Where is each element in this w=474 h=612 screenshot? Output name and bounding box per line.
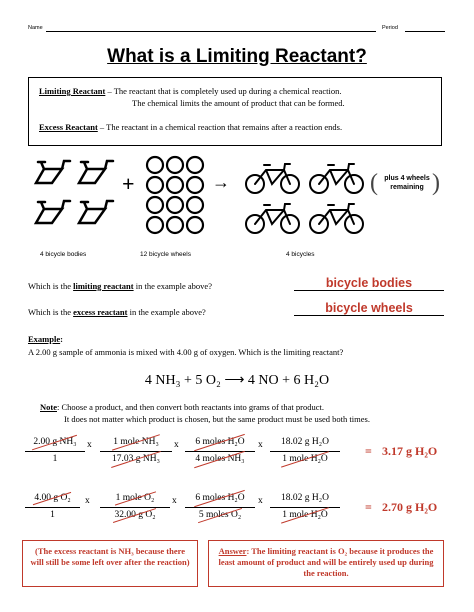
caption-bicycles: 4 bicycles	[286, 251, 315, 258]
chemical-equation: 4 NH₃ + 5 O₂ ⟶ 4 NO + 6 H₂O	[144, 373, 330, 388]
fraction-bar	[185, 507, 255, 508]
note-line-2: It does not matter which product is chosen, but the same product must be used both times.	[64, 414, 370, 424]
question-excess: Which is the excess reactant in the example above?	[28, 307, 206, 317]
note-label: Note	[40, 402, 57, 412]
wheel	[167, 157, 183, 173]
bicycle-bodies-image	[28, 153, 115, 235]
plus-sign: +	[122, 171, 135, 196]
caption-wheels: 12 bicycle wheels	[140, 251, 191, 258]
calc2-denominator-3: 5 moles O₂	[198, 510, 242, 520]
wheel	[187, 217, 203, 233]
leftover-note: plus 4 wheels remaining	[384, 175, 430, 191]
period-label: Period	[382, 25, 398, 31]
calc2-numerator-2: 1 mole O₂	[115, 493, 155, 503]
calc1-numerator-4: 18.02 g H₂O	[281, 437, 329, 447]
answer-limiting[interactable]: bicycle bodies	[294, 276, 444, 291]
fraction-bar	[270, 507, 340, 508]
answer-label: Answer	[218, 546, 247, 556]
times-sign: x	[174, 440, 179, 450]
calc2-result: 2.70 g H₂O	[382, 500, 438, 514]
calculation-ammonia	[25, 437, 445, 469]
left-paren: (	[370, 170, 378, 196]
wheel	[167, 197, 183, 213]
calc2-denominator-2: 32.00 g O₂	[114, 510, 156, 520]
bicycles-image	[244, 160, 368, 238]
calc1-denominator-4: 1 mole H₂O	[282, 454, 328, 464]
calc1-denominator-1: 1	[52, 454, 58, 464]
calc1-denominator-2: 17.03 g NH₃	[112, 454, 160, 464]
calc1-numerator-3: 6 moles H₂O	[195, 437, 245, 447]
calc2-numerator-3: 6 moles H₂O	[195, 493, 245, 503]
fraction-bar	[25, 451, 85, 452]
excess-reactant-box: (The excess reactant is NH₃ because there will still be some left over after the reaction)	[22, 540, 198, 587]
excess-definition	[39, 122, 439, 133]
calc2-denominator-4: 1 mole H₂O	[282, 510, 328, 520]
wheel	[167, 217, 183, 233]
calc1-denominator-3: 4 moles NH₃	[195, 454, 245, 464]
calc1-equals: =	[365, 444, 372, 458]
limiting-term-q: limiting reactant	[73, 281, 134, 291]
bicycle-2	[310, 164, 363, 193]
wheel	[187, 177, 203, 193]
caption-bodies: 4 bicycle bodies	[40, 251, 87, 258]
calc2-numerator-4: 18.02 g H₂O	[281, 493, 329, 503]
wheel	[147, 177, 163, 193]
answer-excess[interactable]: bicycle wheels	[294, 301, 444, 316]
example-heading: Example:	[28, 334, 63, 344]
name-line[interactable]	[46, 31, 376, 32]
fraction-bar	[100, 451, 172, 452]
calculation-oxygen	[25, 493, 445, 525]
question-limiting: Which is the limiting reactant in the example above?	[28, 281, 212, 291]
bicycle-body-1	[36, 161, 70, 183]
arrow: →	[212, 172, 230, 192]
limiting-definition	[39, 86, 439, 97]
limiting-text-1: – The reactant that is completely used up during a chemical reaction.	[105, 86, 342, 96]
excess-term-q: excess reactant	[73, 307, 128, 317]
wheel	[167, 177, 183, 193]
wheel	[147, 197, 163, 213]
bicycle-body-2	[79, 161, 113, 183]
bicycle-wheels-image	[145, 155, 205, 237]
answer-box	[208, 540, 444, 587]
bicycle-body-4	[79, 201, 113, 223]
name-label: Name	[28, 25, 43, 31]
calc2-numerator-1: 4.00 g O₂	[34, 493, 71, 503]
calc1-numerator-2: 1 mole NH₃	[113, 437, 159, 447]
times-sign: x	[258, 440, 263, 450]
fraction-bar	[100, 507, 170, 508]
bicycle-3	[246, 204, 299, 233]
wheel	[147, 157, 163, 173]
period-line[interactable]	[405, 31, 445, 32]
excess-term: Excess Reactant	[39, 122, 98, 132]
calc1-numerator-1: 2.00 g NH₃	[33, 437, 77, 447]
calc1-result: 3.17 g H₂O	[382, 444, 438, 458]
times-sign: x	[172, 496, 177, 506]
bicycle-4	[310, 204, 363, 233]
times-sign: x	[85, 496, 90, 506]
page-title: What is a Limiting Reactant?	[107, 46, 367, 67]
limiting-definition-2: The chemical limits the amount of product that can be formed.	[132, 98, 345, 108]
answer-text: : The limiting reactant is O₂ because it produces the least amount of product and will be entirely used up during the reaction.	[218, 546, 434, 578]
wheel	[147, 217, 163, 233]
wheel	[187, 157, 203, 173]
example-prompt: A 2.00 g sample of ammonia is mixed with 4.00 g of oxygen. Which is the limiting reactant?	[28, 347, 344, 357]
calc2-equals: =	[365, 500, 372, 514]
right-paren: )	[432, 170, 440, 196]
fraction-bar	[25, 507, 80, 508]
note-line-1: Note: Choose a product, and then convert both reactants into grams of that product.	[40, 402, 324, 412]
limiting-term: Limiting Reactant	[39, 86, 106, 96]
bicycle-body-3	[36, 201, 70, 223]
bicycle-1	[246, 164, 299, 193]
times-sign: x	[258, 496, 263, 506]
excess-text: – The reactant in a chemical reaction that remains after a reaction ends.	[97, 122, 343, 132]
wheel	[187, 197, 203, 213]
calc2-denominator-1: 1	[50, 510, 55, 520]
times-sign: x	[87, 440, 92, 450]
definitions-box	[28, 77, 442, 146]
fraction-bar	[270, 451, 340, 452]
